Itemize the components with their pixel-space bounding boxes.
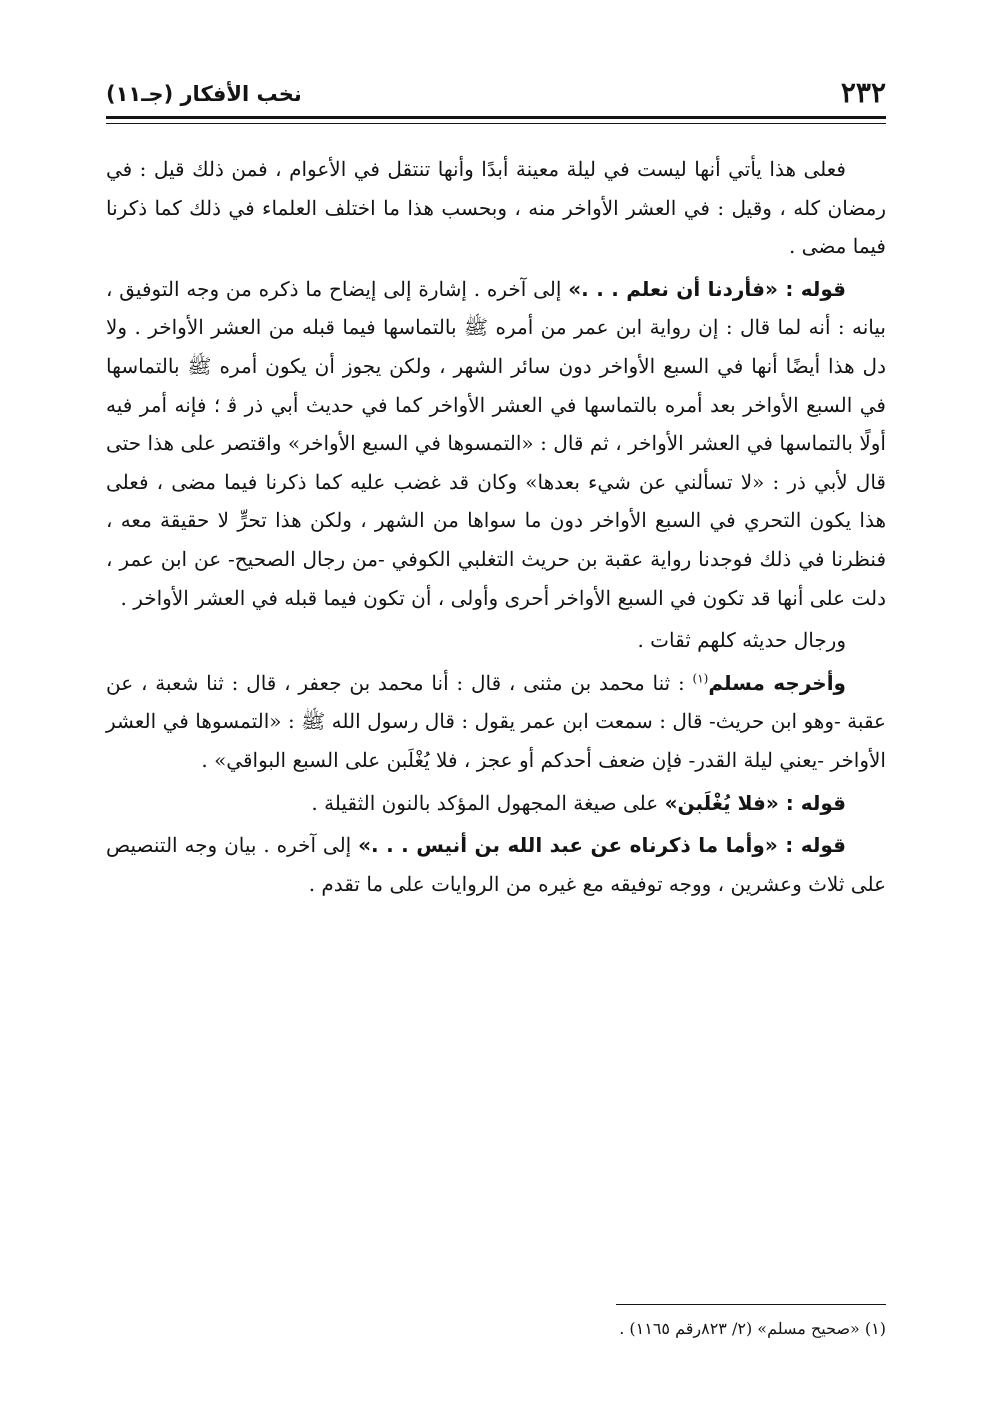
footnote-reference: (١) bbox=[692, 671, 709, 686]
paragraph-6 bbox=[106, 826, 886, 903]
body-text bbox=[106, 150, 886, 903]
header-rule-thick bbox=[106, 116, 886, 119]
paragraph-6-text: إلى آخره . بيان وجه التنصيص على ثلاث وعشرين ، ووجه توفيقه مع غيره من الروايات على ما تقدم . bbox=[106, 833, 886, 896]
footnote: (١) «صحيح مسلم» (٢/ ٨٢٣رقم ١١٦٥) . bbox=[619, 1319, 886, 1338]
header-rule-thin bbox=[106, 123, 886, 124]
paragraph-5-lead: قوله : «فلا يُغْلَبن» bbox=[664, 790, 846, 815]
paragraph-4-lead: وأخرجه مسلم bbox=[708, 670, 846, 695]
paragraph-5 bbox=[106, 784, 886, 823]
footnote-rule bbox=[616, 1304, 886, 1305]
document-page bbox=[106, 72, 886, 1362]
paragraph-4-text: : ثنا محمد بن مثنى ، قال : أنا محمد بن جعفر ، قال : ثنا شعبة ، عن عقبة -وهو ابن حريث- قال : سمعت ابن عمر يقول : قال رسول الله ﷺ : «التمسوها في العشر الأواخر -يعني ليلة القدر- فإن ضعف أحدكم أو عجز ، فلا يُغْلَبن على السبع البواقي» . bbox=[106, 670, 886, 772]
paragraph-4 bbox=[106, 664, 886, 780]
page-number: ٢٣٢ bbox=[840, 76, 886, 109]
paragraph-1 bbox=[106, 150, 886, 266]
paragraph-2 bbox=[106, 270, 886, 617]
paragraph-2-lead: قوله : «فأردنا أن نعلم . . .» bbox=[568, 276, 846, 301]
paragraph-5-text: على صيغة المجهول المؤكد بالنون الثقيلة . bbox=[311, 790, 665, 815]
paragraph-3-text: ورجال حديثه كلهم ثقات . bbox=[637, 628, 846, 653]
page-header bbox=[106, 72, 886, 118]
paragraph-2-text: إلى آخره . إشارة إلى إيضاح ما ذكره من وجه التوفيق ، بيانه : أنه لما قال : إن رواية ابن عمر من أمره ﷺ بالتماسها فيما قبله من العشر الأواخر . ولا دل هذا أيضًا أنها في السبع الأواخر دون سائر الشهر ، ولكن يجوز أن يكون أمره ﷺ بالتماسها في السبع الأواخر بعد أمره بالتماسها في العشر الأواخر كما في حديث أبي ذر ﭬ ؛ فإنه أمر فيه أولًا بالتماسها في العشر الأواخر ، ثم قال : «التمسوها في السبع الأواخر» واقتصر على هذا حتى قال لأبي ذر : «لا تسألني عن شيء بعدها» وكان قد غضب عليه كما ذكرنا فيما مضى ، فعلى هذا يكون التحري في السبع الأواخر دون ما سواها من الشهر ، ولكن هذا تحرٍّ لا حقيقة معه ، فنظرنا في ذلك فوجدنا رواية عقبة بن حريث التغلبي الكوفي -من رجال الصحيح- عن ابن عمر ، دلت على أنها قد تكون في السبع الأواخر أحرى وأولى ، أن تكون فيما قبله في العشر الأواخر . bbox=[106, 276, 886, 610]
paragraph-1-text: فعلى هذا يأتي أنها ليست في ليلة معينة أبدًا وأنها تنتقل في الأعوام ، فمن ذلك قيل : في رمضان كله ، وقيل : في العشر الأواخر منه ، وبحسب هذا ما اختلف العلماء في ذلك كما ذكرنا فيما مضى . bbox=[106, 157, 886, 259]
paragraph-6-lead: قوله : «وأما ما ذكرناه عن عبد الله بن أنيس . . .» bbox=[358, 833, 847, 858]
book-title: نخب الأفكار (جـ١١) bbox=[106, 82, 302, 106]
paragraph-3 bbox=[106, 621, 886, 660]
